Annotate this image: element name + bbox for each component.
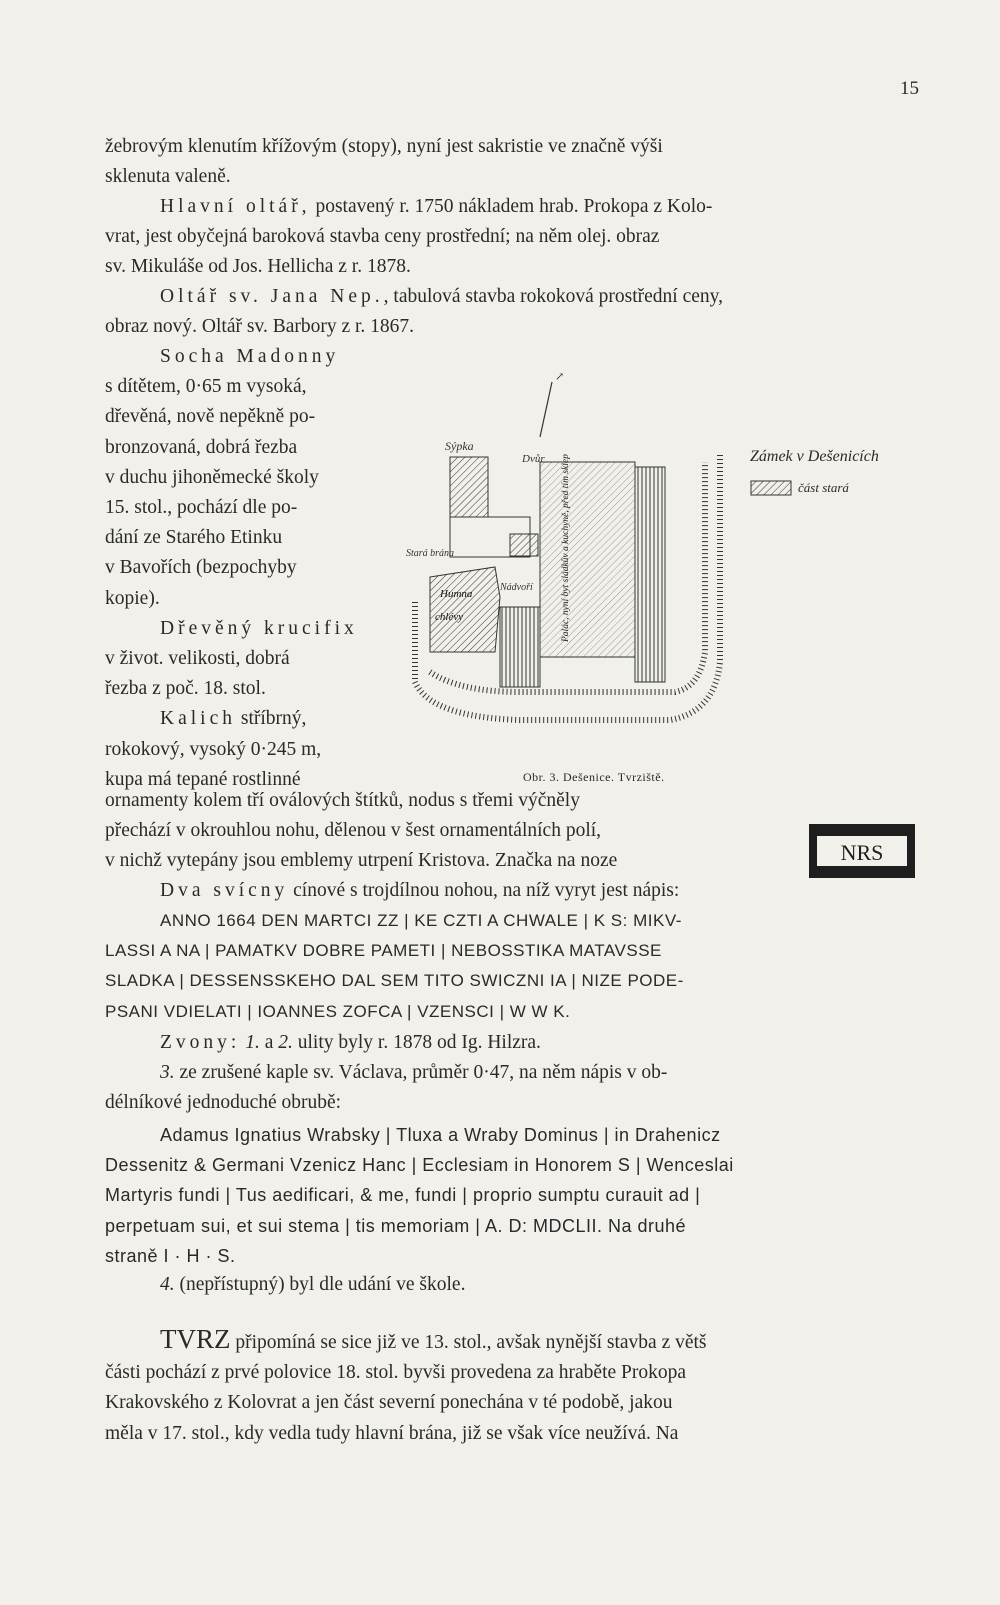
- paragraph-chalice-cont: [105, 786, 925, 877]
- text-line: dřevěná, nově nepěkně po-: [105, 406, 316, 428]
- text-line: části pochází z prvé polovice 18. stol. byvši provedena za hraběte Prokopa: [105, 1362, 687, 1384]
- inscription-line: LASSI A NA | PAMATKV DOBRE PAMETI | NEBOSSTIKA MATAVSSE: [105, 941, 662, 961]
- north-mark: ↗: [555, 371, 565, 383]
- paragraph-main-altar-cont: [105, 222, 925, 282]
- text-line: přechází v okrouhlou nohu, dělenou v šest ornamentálních polí,: [105, 820, 602, 842]
- fortress-plan-figure: [400, 352, 730, 772]
- page-number: 15: [900, 78, 919, 99]
- text-line: vrat, jest obyčejná baroková stavba ceny prostřední; na něm olej. obraz: [105, 226, 660, 247]
- text-line: s dítětem, 0·65 m vysoká,: [105, 376, 307, 398]
- inscription-line: SLADKA | DESSENSSKEHO DAL SEM TITO SWICZNI IA | NIZE PODE-: [105, 971, 684, 991]
- inscription-line: Martyris fundi | Tus aedificari, & me, fundi | proprio sumptu curauit ad |: [105, 1185, 701, 1206]
- east-wing: [635, 467, 665, 682]
- bell-number: 4.: [160, 1274, 175, 1295]
- text-line: v Bavořích (bezpochyby: [105, 557, 297, 579]
- figure-caption: Obr. 3. Dešenice. Tvrziště.: [523, 770, 665, 784]
- old-gate: [510, 534, 538, 556]
- inscription-line: PSANI VDIELATI | IOANNES ZOFCA | VZENSCI | W W K.: [105, 1001, 571, 1021]
- term-main-altar: Hlavní oltář,: [160, 196, 311, 217]
- text-line: bronzovaná, dobrá řezba: [105, 436, 298, 458]
- text-line: , tabulová stavba rokoková prostřední ceny,: [383, 286, 724, 307]
- text-line: sklenuta valeně.: [105, 166, 231, 188]
- text-line: cínové s trojdílnou nohou, na níž vyryt jest nápis:: [288, 880, 680, 901]
- text-line: v duchu jihoněmecké školy: [105, 466, 319, 488]
- label-threshing-floors: Humna: [440, 588, 473, 600]
- legend-hatch-swatch: [750, 480, 792, 496]
- text-line: ze zrušené kaple sv. Václava, průměr 0·47, na něm nápis v ob-: [174, 1062, 668, 1083]
- text-line: v život. velikosti, dobrá: [105, 648, 290, 670]
- paragraph-candlesticks: [105, 876, 925, 906]
- text-fragment: a: [259, 1032, 279, 1053]
- term-candlesticks: Dva svícny: [160, 880, 289, 901]
- paragraph-madonna: [105, 342, 380, 795]
- text-line: 15. stol., pochází dle po-: [105, 497, 298, 519]
- text-line: kupa má tepané rostlinné: [105, 768, 301, 790]
- figure-legend: [750, 448, 930, 528]
- text-line: dání ze Starého Etinku: [105, 527, 283, 549]
- text-line: rokokový, vysoký 0·245 m,: [105, 738, 322, 760]
- paragraph-bell-4: [105, 1270, 925, 1300]
- text-line: sv. Mikuláše od Jos. Hellicha z r. 1878.: [105, 256, 411, 278]
- term-crucifix: Dřevěný krucifix: [160, 617, 358, 639]
- label-yard: Dvůr: [522, 453, 545, 465]
- paragraph-altar-john-cont: [105, 312, 925, 342]
- text-line: kopie).: [105, 587, 160, 609]
- bell-number: 2.: [278, 1032, 293, 1053]
- section-heading-tvrz: TVRZ: [160, 1324, 231, 1354]
- label-courtyard: Nádvoří: [500, 582, 533, 593]
- maker-mark-text: NRS: [840, 840, 884, 865]
- text-line: měla v 17. stol., kdy vedla tudy hlavní brána, již se však více neužívá. Na: [105, 1422, 679, 1444]
- maker-mark-stamp: [807, 822, 917, 880]
- term-altar-john: Oltář sv. Jana Nep.: [160, 286, 384, 307]
- inscription-bell: [105, 1120, 925, 1271]
- barns-area: [430, 567, 500, 652]
- paragraph-altar-john: [105, 282, 925, 312]
- text-line: ornamenty kolem tří oválových štítků, nodus s třemi výčněly: [105, 790, 580, 811]
- text-line: délníkové jednoduché obrubě:: [105, 1092, 342, 1114]
- label-stables: chlévy: [435, 611, 464, 623]
- text-fragment: (nepřístupný) byl dle udání ve škole.: [174, 1274, 466, 1295]
- text-line: žebrovým klenutím křížovým (stopy), nyní jest sakristie ve značně výši: [105, 136, 663, 157]
- text-line: obraz nový. Oltář sv. Barbory z r. 1867.: [105, 316, 415, 337]
- label-granary: Sýpka: [445, 439, 474, 453]
- inscription-line: perpetuam sui, et sui stema | tis memoriam | A. D: MDCLII. Na druhé: [105, 1215, 687, 1236]
- paragraph-bells: [105, 1028, 925, 1058]
- paragraph-sacristy: [105, 132, 925, 192]
- inscription-candlesticks: [105, 906, 925, 1027]
- term-bells: Zvony:: [160, 1032, 241, 1053]
- label-palace: Palác, nyní byt sládkův a kuchyně, před tím sklep: [561, 454, 571, 642]
- inscription-line: straně I · H · S.: [105, 1245, 236, 1266]
- text-line: v nichž vytepány jsou emblemy utrpení Kristova. Značka na noze: [105, 850, 618, 872]
- text-line: postavený r. 1750 nákladem hrab. Prokopa z Kolo-: [310, 196, 713, 217]
- paragraph-main-altar: [105, 192, 925, 222]
- bell-number: 1.: [245, 1032, 260, 1053]
- text-line: řezba z poč. 18. stol.: [105, 678, 266, 700]
- text-fragment: ulity byly r. 1878 od Ig. Hilzra.: [292, 1032, 541, 1053]
- stables-block: [500, 607, 540, 687]
- legend-title: Zámek v Dešenicích: [750, 448, 879, 465]
- north-arrow-icon: [540, 382, 552, 437]
- text-line: Krakovského z Kolovrat a jen část severní ponechána v té podobě, jakou: [105, 1392, 673, 1414]
- paragraph-fortress: [105, 1324, 925, 1449]
- term-madonna: Socha Madonny: [160, 346, 340, 367]
- bell-number: 3.: [160, 1062, 175, 1083]
- text-line: stříbrný,: [235, 708, 307, 730]
- text-line: připomíná se sice již ve 13. stol., avšak nynější stavba z větš: [230, 1332, 707, 1353]
- granary-building: [450, 457, 488, 517]
- label-old-gate: Stará brána: [406, 548, 455, 559]
- term-chalice: Kalich: [160, 708, 236, 730]
- inscription-line: Adamus Ignatius Wrabsky | Tluxa a Wraby Dominus | in Drahenicz: [160, 1125, 721, 1145]
- paragraph-bell-3: [105, 1058, 925, 1118]
- inscription-line: Dessenitz & Germani Vzenicz Hanc | Ecclesiam in Honorem S | Wenceslai: [105, 1155, 734, 1176]
- inscription-line: ANNO 1664 DEN MARTCI ZZ | KE CZTI A CHWALE | K S: MIKV-: [160, 911, 682, 930]
- legend-note: část stará: [798, 480, 849, 495]
